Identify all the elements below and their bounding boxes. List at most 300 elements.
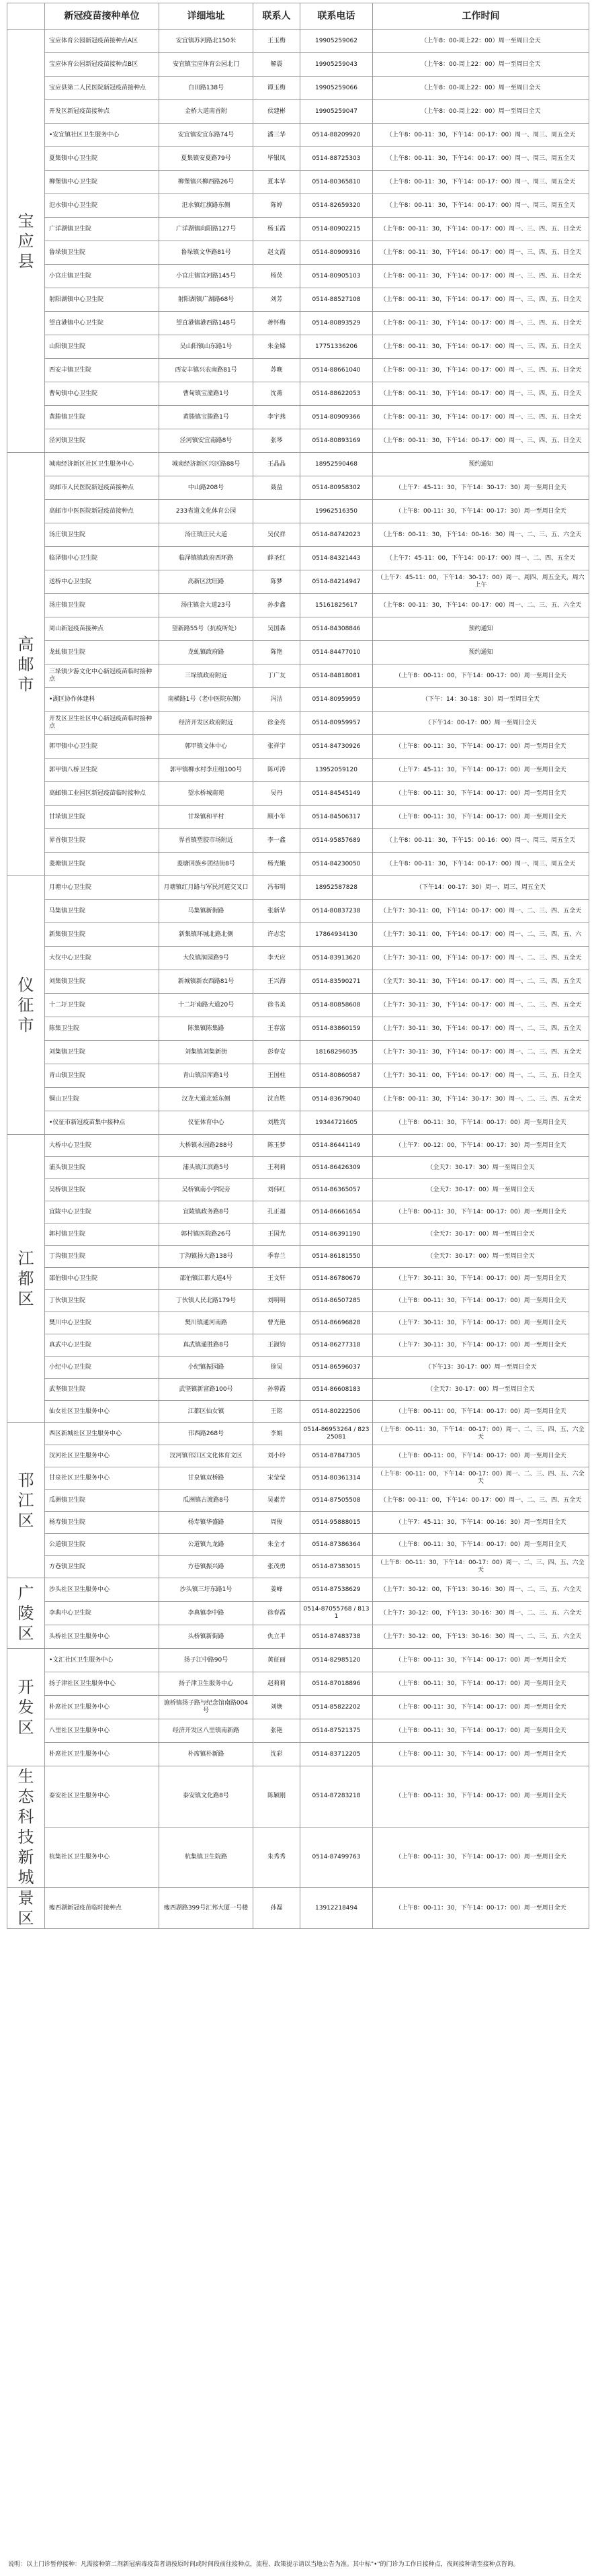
footer-note: 说明：以上门诊暂停接种：凡需接种第二剂新冠病毒疫苗者请按原时间或时间段前往接种点，流程、政策提示请以当地公告为准。其中标"•"的门诊为工作日接种点，夜间接种请至接种点咨询。 xyxy=(8,2561,519,2568)
table-row xyxy=(7,994,589,1017)
site-name: 望直港镇中心卫生院 xyxy=(45,312,159,335)
table-row xyxy=(7,1088,589,1111)
contact-phone: 0514-80893529 xyxy=(300,312,373,335)
contact-phone: 0514-87018896 xyxy=(300,1672,373,1696)
table-row xyxy=(7,1017,589,1041)
working-hours: （上午8：00-11：30，下午14：00-17：00）周一、三、四、五、日全天 xyxy=(373,335,589,359)
site-name: 大仪中心卫生院 xyxy=(45,947,159,970)
contact-person: 王玉梅 xyxy=(253,30,300,53)
working-hours: （上午8：00-11：30，下午14：00-17：00）周一至周日全天 xyxy=(373,782,589,806)
site-address: 新集镇环城北路北侧 xyxy=(159,923,253,947)
district-name: 开发区 xyxy=(7,1649,45,1766)
contact-phone: 0514-86507285 xyxy=(300,1290,373,1312)
site-address: 氾水镇红旗路东侧 xyxy=(159,194,253,218)
contact-person: 张艳 xyxy=(253,1719,300,1743)
contact-phone: 0514-83913620 xyxy=(300,947,373,970)
site-name: 小官庄镇卫生院 xyxy=(45,265,159,288)
table-row xyxy=(7,547,589,570)
contact-person: 丁广友 xyxy=(253,664,300,688)
contact-phone: 0514-87383015 xyxy=(300,1556,373,1578)
working-hours: （上午8：00-11：30，下午14：00-17：00）周一至周日全天 xyxy=(373,1743,589,1766)
contact-person: 顾小年 xyxy=(253,806,300,829)
working-hours: （上午7：30-11：00，下午14：00-17：00）周一、二、三、四、五全天 xyxy=(373,900,589,923)
site-address: 郭村镇医院路26号 xyxy=(159,1223,253,1246)
contact-phone: 0514-87499763 xyxy=(300,1827,373,1888)
table-row xyxy=(7,1111,589,1135)
district-name: 景区 xyxy=(7,1888,45,1929)
working-hours: （上午7：30-12：00，下午13：30-16：30）周一、二、三、五、六全天 xyxy=(373,1625,589,1649)
contact-phone: 0514-87505508 xyxy=(300,1490,373,1512)
contact-phone: 0514-84818081 xyxy=(300,664,373,688)
working-hours: （上午7：45-11：30，下午14：30-17：30）周一至周日全天 xyxy=(373,476,589,500)
contact-phone: 0514-87521375 xyxy=(300,1719,373,1743)
contact-person: 吴国森 xyxy=(253,617,300,641)
contact-person: 沈自胜 xyxy=(253,1088,300,1111)
site-address: 丁伙镇人民北路179号 xyxy=(159,1290,253,1312)
contact-phone: 0514-80909366 xyxy=(300,406,373,429)
site-name: 三垛镇少游文化中心新冠疫苗临时接种点 xyxy=(45,664,159,688)
site-name: 樊川中心卫生院 xyxy=(45,1312,159,1334)
site-address: 城南经济新区兴区路88号 xyxy=(159,453,253,476)
contact-person: 王铭 xyxy=(253,1401,300,1423)
contact-phone: 0514-86391190 xyxy=(300,1223,373,1246)
site-name: 曹甸镇中心卫生院 xyxy=(45,382,159,406)
table-row xyxy=(7,1827,589,1888)
working-hours: （上午8：00-11：30，下午14：00-17：00）周一至周日全天 xyxy=(373,1290,589,1312)
table-row xyxy=(7,1064,589,1088)
site-name: 公道镇卫生院 xyxy=(45,1534,159,1556)
table-row xyxy=(7,1312,589,1334)
contact-phone: 0514-87847305 xyxy=(300,1445,373,1467)
working-hours: （上午7：30-12：00，下午13：30-16：30）周一、二、三、五、六全天 xyxy=(373,1602,589,1625)
district-name: 宝应县 xyxy=(7,30,45,453)
site-address: 沙头镇三圩东路1号 xyxy=(159,1578,253,1602)
contact-person: 宋莹莹 xyxy=(253,1467,300,1490)
site-name: 刘集镇卫生院 xyxy=(45,1041,159,1064)
site-name: 山阳镇卫生院 xyxy=(45,335,159,359)
table-row xyxy=(7,1423,589,1445)
site-address: 临泽镇镇政府西环路 xyxy=(159,547,253,570)
contact-person: 仇立平 xyxy=(253,1625,300,1649)
contact-phone: 19905259047 xyxy=(300,100,373,124)
contact-phone: 0514-88661040 xyxy=(300,359,373,382)
contact-person: 王国光 xyxy=(253,1223,300,1246)
working-hours: （上午7：30-11：30，下午14：00-17：00）周一至周日全天 xyxy=(373,1268,589,1290)
table-row xyxy=(7,453,589,476)
site-name: 鲁垛镇卫生院 xyxy=(45,241,159,265)
table-row xyxy=(7,77,589,100)
contact-person: 孔正福 xyxy=(253,1201,300,1223)
working-hours: （上午8：00-11：00，下午14：00-17：00）周一、二、三、四、五全天 xyxy=(373,1490,589,1512)
working-hours: （上午7：30-11：00，下午14：00-17：00）周一、二、三、四、五、六 xyxy=(373,923,589,947)
table-row xyxy=(7,1268,589,1290)
site-address: 郭甲镇文体中心 xyxy=(159,735,253,759)
contact-person: 潘三华 xyxy=(253,124,300,147)
contact-phone: 0514-88622053 xyxy=(300,382,373,406)
table-row xyxy=(7,594,589,617)
site-address: 夏集镇安夏路79号 xyxy=(159,147,253,171)
working-hours: （上午8：00-11：00，下午14：00-17：00）周一至周日全天 xyxy=(373,1445,589,1467)
contact-phone: 0514-86696828 xyxy=(300,1312,373,1334)
table-row xyxy=(7,523,589,547)
contact-person: 杨荧 xyxy=(253,265,300,288)
contact-phone: 19905259062 xyxy=(300,30,373,53)
working-hours: 预约通知 xyxy=(373,617,589,641)
contact-phone: 18952590468 xyxy=(300,453,373,476)
working-hours: （上午8：00-11：30，下午14：00-17：00）周一至周日全天 xyxy=(373,1719,589,1743)
contact-person: 陈梦 xyxy=(253,570,300,594)
contact-phone: 0514-82659320 xyxy=(300,194,373,218)
working-hours: （上午7：30-11：30，下午14：00-17：00）周一至周日全天 xyxy=(373,1312,589,1334)
contact-person: 杨光娥 xyxy=(253,853,300,876)
site-address: 瘦西湖路399号汇邦大厦一号楼 xyxy=(159,1888,253,1929)
contact-person: 薛圣红 xyxy=(253,547,300,570)
contact-phone: 0514-80361314 xyxy=(300,1467,373,1490)
header-address: 详细地址 xyxy=(159,3,253,30)
site-name: 周山新冠疫苗接种点 xyxy=(45,617,159,641)
site-address: 泰安镇文化路8号 xyxy=(159,1766,253,1828)
contact-phone: 0514-88725303 xyxy=(300,147,373,171)
working-hours: （上午8：00-11：30，下午14：00-17：00）周一至周日全天 xyxy=(373,806,589,829)
working-hours: （上午8：00-11：30，下午14：00-17：30）周一至周日全天 xyxy=(373,500,589,523)
table-row xyxy=(7,335,589,359)
table-row xyxy=(7,1649,589,1672)
site-address: 仪征体育中心 xyxy=(159,1111,253,1135)
working-hours: （上午8：00-11：30，下午14：00-17：00）周一至周日全天 xyxy=(373,1201,589,1223)
contact-person: 徐书美 xyxy=(253,994,300,1017)
working-hours: （上午8：00-11：30，下午14：00-17：00）周一、三、四、五、日全天 xyxy=(373,406,589,429)
contact-person: 王国柱 xyxy=(253,1064,300,1088)
contact-person: 刘芳 xyxy=(253,288,300,312)
contact-phone: 0514-80365810 xyxy=(300,171,373,194)
site-address: 公道镇九龙路 xyxy=(159,1534,253,1556)
table-row xyxy=(7,712,589,735)
site-name: 界首镇卫生院 xyxy=(45,829,159,853)
contact-person: 杨玉霞 xyxy=(253,218,300,241)
table-row xyxy=(7,1246,589,1268)
contact-phone: 0514-80958302 xyxy=(300,476,373,500)
table-row xyxy=(7,218,589,241)
site-address: 邗西路268号 xyxy=(159,1423,253,1445)
table-row xyxy=(7,1888,589,1929)
site-name: 刘集镇卫生院 xyxy=(45,970,159,994)
working-hours: （上午8：00-11：30，下午14：00-17：00）周一、周三、周五全天 xyxy=(373,853,589,876)
site-address: 真武镇通胜路8号 xyxy=(159,1334,253,1357)
site-name: 小纪中心卫生院 xyxy=(45,1357,159,1379)
contact-person: 徐吴 xyxy=(253,1357,300,1379)
contact-phone: 19905259066 xyxy=(300,77,373,100)
working-hours: （上午8：00-11：30，下午14：00-17：00）周一至周日全天 xyxy=(373,1696,589,1719)
contact-person: 吴仪祥 xyxy=(253,523,300,547)
working-hours: （上午8：00-11：30，下午14：00-17：00）周一至周日全天 xyxy=(373,735,589,759)
contact-person: 王文轩 xyxy=(253,1268,300,1290)
header-district-blank xyxy=(7,3,45,30)
working-hours: （上午8：00-周上22：00）周一至周日全天 xyxy=(373,30,589,53)
contact-phone: 0514-86596037 xyxy=(300,1357,373,1379)
site-address: 杨寿镇华盛路 xyxy=(159,1512,253,1534)
contact-person: 孙蓉霞 xyxy=(253,1379,300,1401)
site-address: 大仪镇润园路9号 xyxy=(159,947,253,970)
site-name: 西区新城社区卫生服务中心 xyxy=(45,1423,159,1445)
site-name: 高邮市人民医院新冠疫苗接种点 xyxy=(45,476,159,500)
site-name: 夏集镇中心卫生院 xyxy=(45,147,159,171)
table-row xyxy=(7,265,589,288)
site-address: 广洋湖镇向阳路127号 xyxy=(159,218,253,241)
contact-phone: 0514-88209920 xyxy=(300,124,373,147)
working-hours: （上午8：00-11：30，下午14：00-17：00）周一、三、四、五、日全天 xyxy=(373,429,589,453)
site-address: 甘垛镇和平村 xyxy=(159,806,253,829)
table-row xyxy=(7,617,589,641)
table-row xyxy=(7,312,589,335)
table-row xyxy=(7,1334,589,1357)
site-name: 大桥中心卫生院 xyxy=(45,1135,159,1157)
table-row xyxy=(7,500,589,523)
site-address: 瓜洲镇古渡路8号 xyxy=(159,1490,253,1512)
site-name: 杨寿镇卫生院 xyxy=(45,1512,159,1534)
contact-phone: 0514-86608183 xyxy=(300,1379,373,1401)
contact-phone: 0514-80893169 xyxy=(300,429,373,453)
site-address: 丁沟镇扬大路138号 xyxy=(159,1246,253,1268)
working-hours: （上午8：00-11：30，下午14：00-17：00）周一、三、四、五、日全天 xyxy=(373,218,589,241)
site-name: 菱塘镇卫生院 xyxy=(45,853,159,876)
working-hours: （上午7：45-11：00，下午14：30-17：00）周一、周四、周五全天，周六上午 xyxy=(373,570,589,594)
contact-person: 曹光艳 xyxy=(253,1312,300,1334)
site-address: 邵伯镇江都大道4号 xyxy=(159,1268,253,1290)
contact-person: 陈婷 xyxy=(253,194,300,218)
site-address: 汤庄镇金大道23号 xyxy=(159,594,253,617)
working-hours: （全天7：30-17：00）周一至周日全天 xyxy=(373,1379,589,1401)
site-address: 甘泉镇双桥路 xyxy=(159,1467,253,1490)
table-row xyxy=(7,759,589,782)
working-hours: （上午7：45-11：30，下午14：00-17：00）周一至周日全天 xyxy=(373,759,589,782)
site-address: 西安丰镇兴农南路81号 xyxy=(159,359,253,382)
table-row xyxy=(7,1490,589,1512)
site-name: 吴桥镇卫生院 xyxy=(45,1179,159,1201)
working-hours: （下午14：00-17：30）周一、周三、周五全天 xyxy=(373,876,589,900)
site-name: 杭集社区卫生服务中心 xyxy=(45,1827,159,1888)
table-row xyxy=(7,1379,589,1401)
site-name: 新集镇卫生院 xyxy=(45,923,159,947)
contact-phone: 0514-87386364 xyxy=(300,1534,373,1556)
contact-person: 毕银凤 xyxy=(253,147,300,171)
contact-phone: 13952059120 xyxy=(300,759,373,782)
contact-phone: 19905259043 xyxy=(300,53,373,77)
contact-phone: 0514-84308846 xyxy=(300,617,373,641)
working-hours: （上午8：00-周上22：00）周一至周日全天 xyxy=(373,100,589,124)
contact-person: 解震 xyxy=(253,53,300,77)
site-address: 金桥大道南首附 xyxy=(159,100,253,124)
working-hours: 预约通知 xyxy=(373,641,589,664)
contact-person: 彭春安 xyxy=(253,1041,300,1064)
contact-phone: 0514-80902215 xyxy=(300,218,373,241)
site-address: 射阳湖镇广湖路68号 xyxy=(159,288,253,312)
contact-person: 冯布明 xyxy=(253,876,300,900)
contact-person: 吴丹 xyxy=(253,782,300,806)
site-address: 安宜镇苏河路北150米 xyxy=(159,30,253,53)
table-row xyxy=(7,1041,589,1064)
contact-phone: 19962516350 xyxy=(300,500,373,523)
contact-phone: 0514-83590271 xyxy=(300,970,373,994)
contact-phone: 0514-87055768 / 8131 xyxy=(300,1602,373,1625)
contact-phone: 0514-83712205 xyxy=(300,1743,373,1766)
contact-phone: 0514-86661654 xyxy=(300,1201,373,1223)
contact-phone: 0514-83860159 xyxy=(300,1017,373,1041)
site-address: 望水桥城南苑 xyxy=(159,782,253,806)
table-row xyxy=(7,1602,589,1625)
contact-person: 黄征丽 xyxy=(253,1649,300,1672)
contact-person: 谭玉梅 xyxy=(253,77,300,100)
site-name: 西安丰镇卫生院 xyxy=(45,359,159,382)
site-address: 黄塍镇宝塍路1号 xyxy=(159,406,253,429)
site-address: 陈集镇陈集路 xyxy=(159,1017,253,1041)
table-row xyxy=(7,429,589,453)
site-address: 扬子津卫生服务中心 xyxy=(159,1672,253,1696)
site-address: 吴桥镇南小学院旁 xyxy=(159,1179,253,1201)
contact-person: 徐春霞 xyxy=(253,1602,300,1625)
site-name: 瓜洲镇卫生院 xyxy=(45,1490,159,1512)
site-address: 汤庄镇庄民大道 xyxy=(159,523,253,547)
site-address: 樊川镇通河南路 xyxy=(159,1312,253,1334)
site-address: 中山路208号 xyxy=(159,476,253,500)
contact-person: 许志宏 xyxy=(253,923,300,947)
site-name: 高邮市中医医院新冠疫苗接种点 xyxy=(45,500,159,523)
contact-person: 朱全才 xyxy=(253,1534,300,1556)
contact-phone: 0514-95857689 xyxy=(300,829,373,853)
site-name: 马集镇卫生院 xyxy=(45,900,159,923)
table-row xyxy=(7,688,589,712)
table-row xyxy=(7,100,589,124)
contact-phone: 0514-84545149 xyxy=(300,782,373,806)
table-row xyxy=(7,1135,589,1157)
site-name: 柳堡镇中心卫生院 xyxy=(45,171,159,194)
contact-phone: 0514-86441149 xyxy=(300,1135,373,1157)
contact-person: 陈艳 xyxy=(253,641,300,664)
contact-phone: 0514-80222506 xyxy=(300,1401,373,1423)
contact-person: 张新华 xyxy=(253,900,300,923)
contact-phone: 19344721605 xyxy=(300,1111,373,1135)
site-name: 仙女社区卫生服务中心 xyxy=(45,1401,159,1423)
working-hours: （上午8：00-11：30，下午14：00-17：00）周一、三、四、五、日全天 xyxy=(373,241,589,265)
header-phone: 联系电话 xyxy=(300,3,373,30)
contact-person: 李天应 xyxy=(253,947,300,970)
contact-phone: 0514-88527108 xyxy=(300,288,373,312)
table-row xyxy=(7,1512,589,1534)
site-name: •文汇社区卫生服务中心 xyxy=(45,1649,159,1672)
site-address: 南横路1号（老中医院东侧） xyxy=(159,688,253,712)
table-header-row xyxy=(7,3,589,30)
table-row xyxy=(7,1719,589,1743)
site-name: 广洋湖镇卫生院 xyxy=(45,218,159,241)
working-hours: （上午7：30-11：30，下午14：00-17：00）周一、二、三、四、五全天 xyxy=(373,1017,589,1041)
table-row xyxy=(7,1766,589,1828)
site-name: 丁伙镇卫生院 xyxy=(45,1290,159,1312)
working-hours: （全天7：30-17：00）周一至周日全天 xyxy=(373,1223,589,1246)
district-name: 高邮市 xyxy=(7,453,45,876)
site-name: 李典中心卫生院 xyxy=(45,1602,159,1625)
table-row xyxy=(7,476,589,500)
working-hours: （上午8：00-11：30，下午14：00-17：00）周一、三、四、五、日全天 xyxy=(373,359,589,382)
table-row xyxy=(7,53,589,77)
contact-person: 孙步鑫 xyxy=(253,594,300,617)
site-name: 泾河镇卫生院 xyxy=(45,429,159,453)
site-address: 望直港镇港西路148号 xyxy=(159,312,253,335)
contact-person: 王兴海 xyxy=(253,970,300,994)
working-hours: （上午8：00-11：30，下午14：00-17：00）周一至周日全天 xyxy=(373,1888,589,1929)
contact-phone: 0514-87538629 xyxy=(300,1578,373,1602)
site-name: 汊河社区卫生服务中心 xyxy=(45,1445,159,1467)
site-name: 宝应体育公园新冠疫苗接种点A区 xyxy=(45,30,159,53)
working-hours: （上午8：00-周上22：00）周一至周日全天 xyxy=(373,53,589,77)
site-address: 新城镇新农西路81号 xyxy=(159,970,253,994)
table-row xyxy=(7,1357,589,1379)
site-name: 十二圩卫生院 xyxy=(45,994,159,1017)
site-name: 临泽镇中心卫生院 xyxy=(45,547,159,570)
contact-person: 刘伟红 xyxy=(253,1179,300,1201)
working-hours: （上午7：30-11：30，下午14：00-17：00）周一、二、三、四、五全天 xyxy=(373,1041,589,1064)
contact-phone: 0514-84230050 xyxy=(300,853,373,876)
site-name: 黄塍镇卫生院 xyxy=(45,406,159,429)
contact-phone: 0514-80858608 xyxy=(300,994,373,1017)
site-name: 朴席社区卫生服务中心 xyxy=(45,1696,159,1719)
contact-person: 侯建彬 xyxy=(253,100,300,124)
site-address: 朴席镇朴新路 xyxy=(159,1743,253,1766)
site-name: 郭甲镇中心卫生院 xyxy=(45,735,159,759)
site-address: 经济开发区八里镇南新路 xyxy=(159,1719,253,1743)
site-name: 青山镇卫生院 xyxy=(45,1064,159,1088)
table-row xyxy=(7,664,589,688)
district-name: 仪征市 xyxy=(7,876,45,1135)
table-row xyxy=(7,806,589,829)
contact-phone: 0514-95888015 xyxy=(300,1512,373,1534)
contact-person: 王晶晶 xyxy=(253,453,300,476)
table-row xyxy=(7,1534,589,1556)
site-address: 刘集镇刘集新街 xyxy=(159,1041,253,1064)
table-row xyxy=(7,1290,589,1312)
site-name: 高邮镇工业园区新冠疫苗临时接种点 xyxy=(45,782,159,806)
working-hours: （上午8：00-11：30，下午15：00-16：00）周一、周三、周五全天 xyxy=(373,829,589,853)
district-name: 江都区 xyxy=(7,1135,45,1423)
site-address: 界首镇塑胶市场附近 xyxy=(159,829,253,853)
table-row xyxy=(7,970,589,994)
site-name: 铜山卫生院 xyxy=(45,1088,159,1111)
contact-person: 赵莉莉 xyxy=(253,1672,300,1696)
working-hours: （上午8：00-11：30，下午14：00-17：00）周一至周日全天 xyxy=(373,1111,589,1135)
site-name: 沙头社区卫生服务中心 xyxy=(45,1578,159,1602)
site-name: 丁沟镇卫生院 xyxy=(45,1246,159,1268)
working-hours: （上午7：45-11：30，下午14：00-16：30）周一至周日全天 xyxy=(373,1512,589,1534)
site-address: 菱塘回族乡团结街8号 xyxy=(159,853,253,876)
table-row xyxy=(7,1157,589,1179)
working-hours: （下午14：00-17：00）周一至周日全天 xyxy=(373,712,589,735)
site-address: 233省道文化体育公园 xyxy=(159,500,253,523)
contact-phone: 0514-86277318 xyxy=(300,1334,373,1357)
table-row xyxy=(7,923,589,947)
working-hours: （上午7：30-12：00，下午13：30-16：30）周一、二、三、五、六全天 xyxy=(373,1578,589,1602)
table-row xyxy=(7,194,589,218)
site-address: 三垛镇政府附近 xyxy=(159,664,253,688)
site-name: 郭甲镇八桥卫生院 xyxy=(45,759,159,782)
site-name: 浦头镇卫生院 xyxy=(45,1157,159,1179)
contact-phone: 0514-80959957 xyxy=(300,712,373,735)
working-hours: （上午7：30-11：30，下午14：00-17：00）周一至周日全天 xyxy=(373,1334,589,1357)
site-address: 青山镇沿库路1号 xyxy=(159,1064,253,1088)
contact-phone: 0514-80837238 xyxy=(300,900,373,923)
working-hours: （上午8：00-11：30，下午14：00-17：00）周一至周日全天 xyxy=(373,1766,589,1828)
table-row xyxy=(7,1179,589,1201)
contact-person: 李一鑫 xyxy=(253,829,300,853)
contact-phone: 0514-84506317 xyxy=(300,806,373,829)
contact-person: 周俊 xyxy=(253,1512,300,1534)
